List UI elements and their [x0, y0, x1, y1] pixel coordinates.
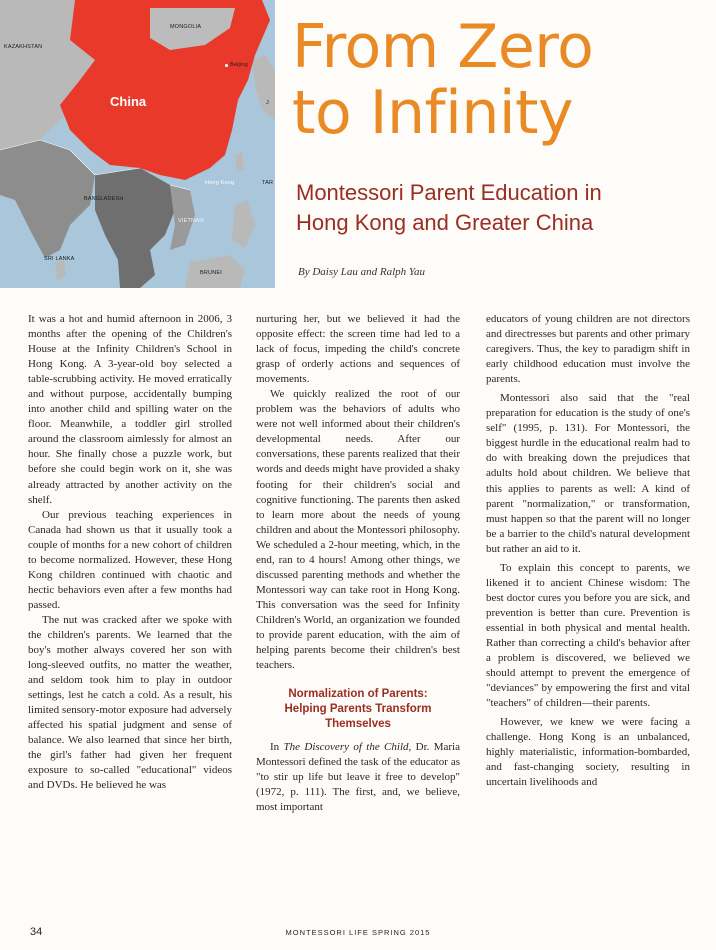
article-title [292, 14, 712, 146]
map-label-vietnam: VIETNAM [178, 218, 204, 224]
paragraph: It was a hot and humid afternoon in 2006, 3 months after the opening of the Children's House at the Infinity Children's School in Hong Kong. A 3-year-old boy selected a table-scrubbing activity. He moved erratically and without purpose, accidentally bumping into another child and spilling water on the floor. Meanwhile, a toddler girl strolled around the classroom aimlessly for almost an hour. She finally chose a puzzle work, but before she could begin work on it, she was already attracted by another activity on the shelf. [28, 313, 232, 506]
india-land [0, 140, 95, 258]
map-label-bangladesh: BANGLADESH [84, 196, 124, 202]
paragraph: To explain this concept to parents, we likened it to ancient Chinese wisdom: The best doctor cures you before you are sick, and prevention is better than cure. Prevention is essential in both physical and mental health. Rather than correcting a child's behavior after a problem is discovered, we believed we should attempt to prevent the emergence of "deviances" by empowering the first and vital "teachers" of children—their parents. [486, 561, 690, 710]
map-label-beijing: Beijing [230, 62, 248, 68]
article-subtitle-line-1: Montessori Parent Education in [296, 180, 602, 205]
paragraph: However, we knew we were facing a challenge. Hong Kong is an unbalanced, highly materialistic, information-bombarded, and fast-changing society, resulting in uncertain livelihoods and [486, 716, 690, 789]
book-title: The Discovery of the Child [283, 741, 409, 754]
map-label-hong-kong: Hong Kong [205, 180, 235, 186]
taiwan-land [235, 152, 244, 172]
text-column-3 [486, 312, 690, 790]
korea-japan-land [252, 55, 275, 120]
running-footer: MONTESSORI LIFE SPRING 2015 [285, 928, 431, 937]
text-column-2 [256, 312, 460, 815]
sri-lanka-land [55, 260, 66, 280]
map-label-china: China [110, 94, 147, 109]
article-byline: By Daisy Lau and Ralph Yau [298, 266, 426, 278]
map-label-kazakhstan: KAZAKHSTAN [4, 44, 43, 50]
map-label-mongolia: MONGOLIA [170, 24, 202, 30]
southeast-asia-land [95, 168, 175, 288]
map-label-brunei: BRUNEI [200, 270, 222, 276]
china-map-illustration [0, 0, 275, 288]
article-subtitle [296, 178, 706, 238]
text-column-1 [28, 312, 232, 794]
paragraph-intro: In [270, 741, 284, 754]
section-heading-line-2: Helping Parents Transform [284, 703, 432, 716]
paragraph: Montessori also said that the "real preparation for education is the study of one's self" (1995, p. 131). For Montessori, the biggest hurdle in the educational realm had to do with breaking down the prejudices that adults hold about children. We believe that this applies to parents as well: A kind of parent "normalization," or transformation, must happen so that the parent will no longer be a barrier to the child's natural development but rather an aid to it. [486, 392, 690, 555]
paragraph-rest: , Dr. Maria Montessori defined the task of the educator as "to stir up life but leave it free to develop" (1972, p. 111). The first, and, we believe, most important [256, 741, 460, 814]
paragraph: We quickly realized the root of our problem was the behaviors of adults who were not well informed about their children's developmental needs. After our conversations, these parents realized that their words and deeds might have provided a shaky footing for their children's social and cognitive functioning. The parents then asked to learn more about the needs of young children and about the Montessori philosophy. We scheduled a 2-hour meeting, which, in the end, ran to 4 hours! Among other things, we discussed parenting methods and whether the Montessori way can take root in Hong Kong. This conversation was the seed for Infinity Children's World, an organization we founded to provide parent education, with the aim of helping parents become their children's best teachers. [256, 388, 460, 672]
paragraph: educators of young children are not directors and directresses but parents and other primary caregivers. Thus, the key to paradigm shift in early childhood education must involve the parents. [486, 313, 690, 386]
paragraph: nurturing her, but we believed it had the opposite effect: the screen time had led to a lack of focus, impeding the child's concrete grasp of orderly actions and sequences of movements. [256, 313, 460, 386]
article-subtitle-line-2: Hong Kong and Greater China [296, 210, 594, 235]
philippines-land [232, 200, 255, 248]
map-label-sri-lanka: SRI LANKA [44, 256, 75, 262]
section-heading [256, 687, 460, 732]
map-label-tar: TAR [262, 180, 274, 186]
page-number: 34 [30, 926, 43, 938]
article-title-line-1: From Zero [292, 12, 594, 82]
section-heading-line-1: Normalization of Parents: [288, 688, 428, 701]
paragraph: The nut was cracked after we spoke with the children's parents. We learned that the boy's mother always covered her son with long-sleeved outfits, no matter the weather, and seldom took him to play in outdoor settings, lest he catch a cold. As a result, his limited sensory-motor exposure had adversely affected his spatial judgment and sense of balance. We also learned that since her birth, the girl's father had given her frequent exposure to so-called "educational" videos and DVDs. He believed he was [28, 613, 232, 792]
beijing-dot [225, 64, 228, 67]
paragraph: Our previous teaching experiences in Canada had shown us that it usually took a couple of months for a new cohort of children to become normalized. However, these Hong Kong children continued with chaotic and hectic behaviors even after a few months had passed. [28, 508, 232, 611]
article-title-line-2: to Infinity [292, 78, 574, 148]
map-label-j: J [266, 100, 269, 106]
section-heading-line-3: Themselves [325, 718, 391, 731]
paragraph [256, 740, 460, 815]
